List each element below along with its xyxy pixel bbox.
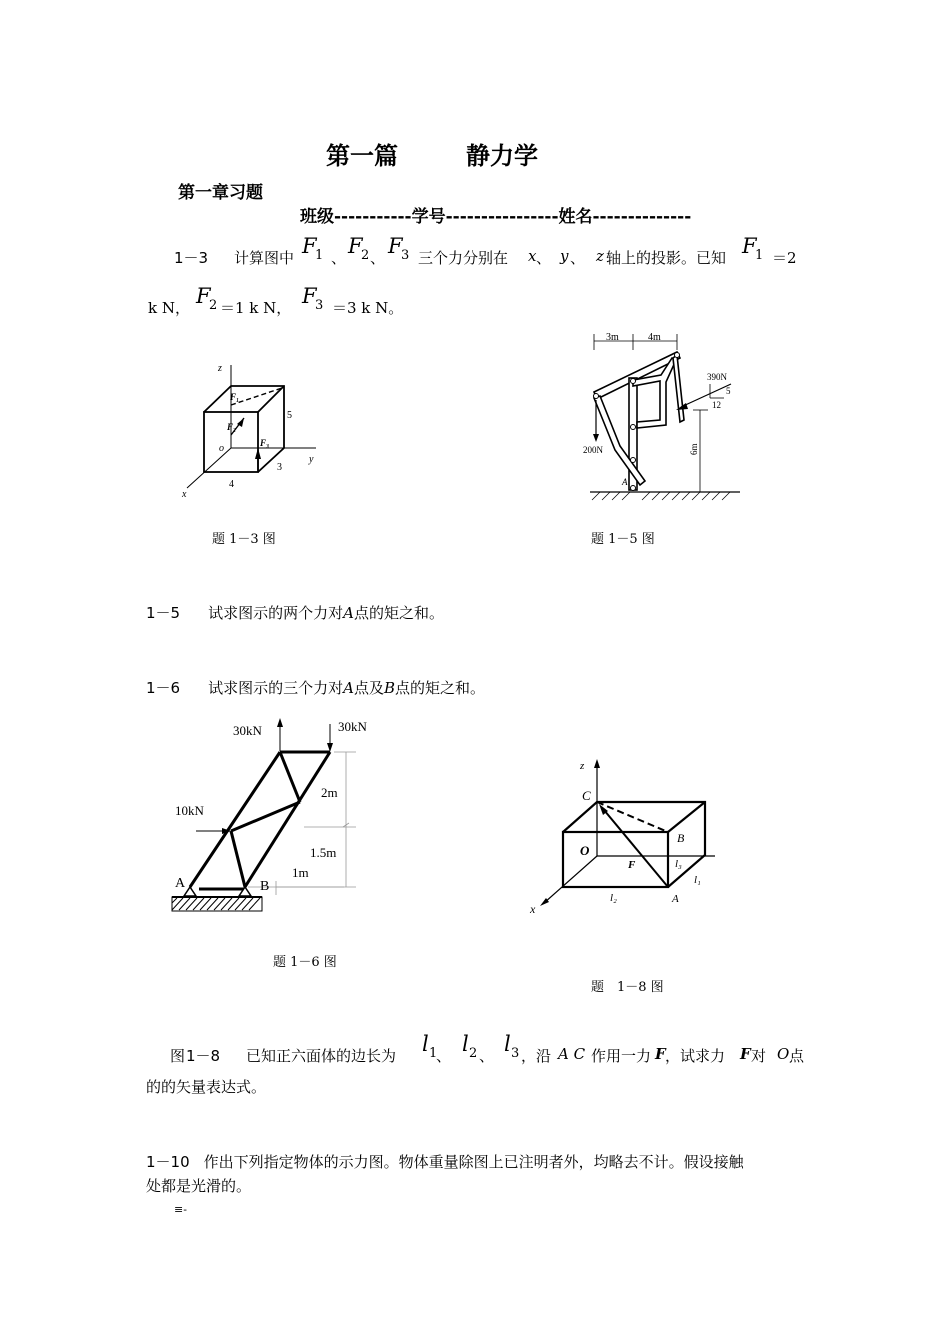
- text: 点及: [353, 679, 384, 697]
- symbol-F3: F: [302, 284, 317, 308]
- problem-1-5: [146, 602, 444, 623]
- problem-number: 1－3: [174, 249, 209, 267]
- text: 试求图示的两个力对: [208, 604, 344, 622]
- problem-number: 1－6: [146, 679, 181, 697]
- point-A: A: [672, 893, 679, 905]
- dimension-1m: 1m: [292, 865, 309, 880]
- text: 已知正六面体的边长为: [246, 1047, 397, 1065]
- point-A: A: [622, 477, 628, 487]
- problem-number: 1－5: [146, 604, 181, 622]
- problem-number: 1－10: [146, 1153, 190, 1171]
- info-line: 班级-----------学号----------------姓名--------------: [300, 207, 692, 227]
- subscript: 1: [429, 1046, 438, 1061]
- stray-mark: ≡-: [174, 1203, 187, 1216]
- figure-1-5-structure: [575, 325, 765, 510]
- axis-label-y: y: [309, 454, 314, 465]
- subscript: 3: [511, 1046, 520, 1061]
- text: 试求图示的三个力对: [208, 679, 344, 697]
- symbol-l2: l: [462, 1032, 469, 1056]
- point-A: A: [343, 604, 354, 622]
- force-label-F3: F₃: [260, 438, 270, 448]
- problem-number: 1－8: [186, 1047, 221, 1065]
- axis-z: z: [596, 247, 604, 265]
- value: ＝1 k N，: [220, 299, 292, 317]
- dimension-3m: 3m: [606, 332, 619, 343]
- value: k N，: [148, 299, 190, 317]
- text: 三个力分别在: [418, 249, 509, 267]
- force-label-F1: F₁: [230, 392, 240, 402]
- force-label-10kN: 10kN: [175, 803, 204, 818]
- point-O: O: [777, 1045, 790, 1063]
- origin-O: O: [580, 843, 590, 858]
- force-390N: 390N: [707, 372, 727, 382]
- text: 点的矩之和。: [395, 679, 486, 697]
- dimension-4m: 4m: [648, 332, 661, 343]
- text: 图: [170, 1047, 186, 1065]
- axis-y: y: [560, 247, 569, 265]
- force-200N: 200N: [583, 445, 603, 455]
- problem-1-3-line2: [148, 284, 548, 324]
- subscript: 1: [315, 248, 324, 263]
- edge-l1: l₁: [694, 874, 701, 886]
- heading-subject: 静力学: [466, 142, 538, 170]
- axis-label-z: z: [218, 363, 222, 374]
- value: ＝3 k N。: [332, 299, 404, 317]
- force-F: F: [655, 1045, 666, 1063]
- axis-label-x: x: [530, 902, 536, 916]
- figure-1-6-caption: 题 1－6 图: [273, 955, 337, 970]
- edge-l3: l₃: [675, 858, 682, 870]
- height-6m: 6m: [689, 443, 699, 455]
- axis-label-z: z: [580, 760, 585, 772]
- force-F: F: [628, 859, 636, 871]
- force-label-F2: F₂: [227, 422, 237, 432]
- text: 作出下列指定物体的示力图。物体重量除图上已注明者外，均略去不计。假设接触: [203, 1153, 744, 1171]
- symbol-F2: F: [348, 234, 363, 258]
- separator: 、: [570, 249, 586, 267]
- dimension-1.5m: 1.5m: [310, 845, 337, 860]
- point-C: C: [582, 788, 591, 803]
- problem-1-8-line1: [170, 1030, 810, 1070]
- point-B: B: [383, 679, 395, 697]
- problem-1-10-line1: [146, 1151, 744, 1172]
- text: 点: [789, 1047, 805, 1065]
- dimension-3: 3: [277, 462, 282, 473]
- force-label-30kN-down: 30kN: [338, 719, 367, 734]
- subscript: 2: [361, 248, 370, 263]
- edge-l2: l₂: [610, 892, 617, 904]
- text: 对: [751, 1047, 767, 1065]
- chapter-title: 第一章习题: [178, 183, 263, 203]
- separator: 、: [436, 1047, 452, 1065]
- slope-12: 12: [712, 400, 721, 410]
- figure-1-8-box: [525, 752, 725, 922]
- figure-1-6-truss: [165, 710, 380, 915]
- heading-part: 第一篇: [326, 142, 398, 170]
- subscript: 2: [469, 1046, 478, 1061]
- point-B: B: [677, 831, 685, 845]
- symbol-F1: F: [742, 234, 757, 258]
- axis-x: x: [528, 247, 537, 265]
- subscript: 3: [315, 298, 324, 313]
- value: ＝2: [772, 249, 797, 267]
- text: ，试求力: [665, 1047, 726, 1065]
- text: ，沿: [521, 1047, 552, 1065]
- point-A: A: [343, 679, 354, 697]
- support-A: A: [175, 876, 186, 891]
- dimension-2m: 2m: [321, 785, 338, 800]
- dimension-4: 4: [229, 479, 234, 490]
- separator: 、: [479, 1047, 495, 1065]
- symbol-l3: l: [504, 1032, 511, 1056]
- separator: 、: [370, 249, 386, 267]
- symbol-l1: l: [422, 1032, 429, 1056]
- problem-1-8-line2: 的的矢量表达式。: [146, 1078, 267, 1096]
- figure-1-8-caption: 题 1－8 图: [591, 980, 664, 995]
- text: 计算图中: [234, 249, 295, 267]
- support-B: B: [260, 879, 270, 894]
- symbol-F1: F: [302, 234, 317, 258]
- force-label-30kN-up: 30kN: [233, 723, 262, 738]
- subscript: 3: [401, 248, 410, 263]
- problem-1-10-line2: 处都是光滑的。: [146, 1177, 252, 1195]
- figure-1-3-cube: [170, 355, 340, 505]
- figure-1-3-caption: 题 1－3 图: [212, 532, 276, 547]
- text: 点的矩之和。: [353, 604, 444, 622]
- figure-1-5-caption: 题 1－5 图: [591, 532, 655, 547]
- separator: 、: [331, 249, 347, 267]
- subscript: 2: [209, 298, 218, 313]
- symbol-F3: F: [388, 234, 403, 258]
- separator: 、: [536, 249, 552, 267]
- line-AC: A C: [558, 1045, 586, 1063]
- axis-label-x: x: [182, 489, 187, 500]
- force-F: F: [740, 1045, 751, 1063]
- symbol-F2: F: [196, 284, 211, 308]
- problem-1-6: [146, 677, 485, 698]
- dimension-5: 5: [287, 410, 292, 421]
- text: 轴上的投影。已知: [606, 249, 727, 267]
- subscript: 1: [755, 248, 764, 263]
- slope-5: 5: [726, 386, 731, 396]
- text: 作用一力: [591, 1047, 652, 1065]
- origin-label: o: [219, 443, 224, 454]
